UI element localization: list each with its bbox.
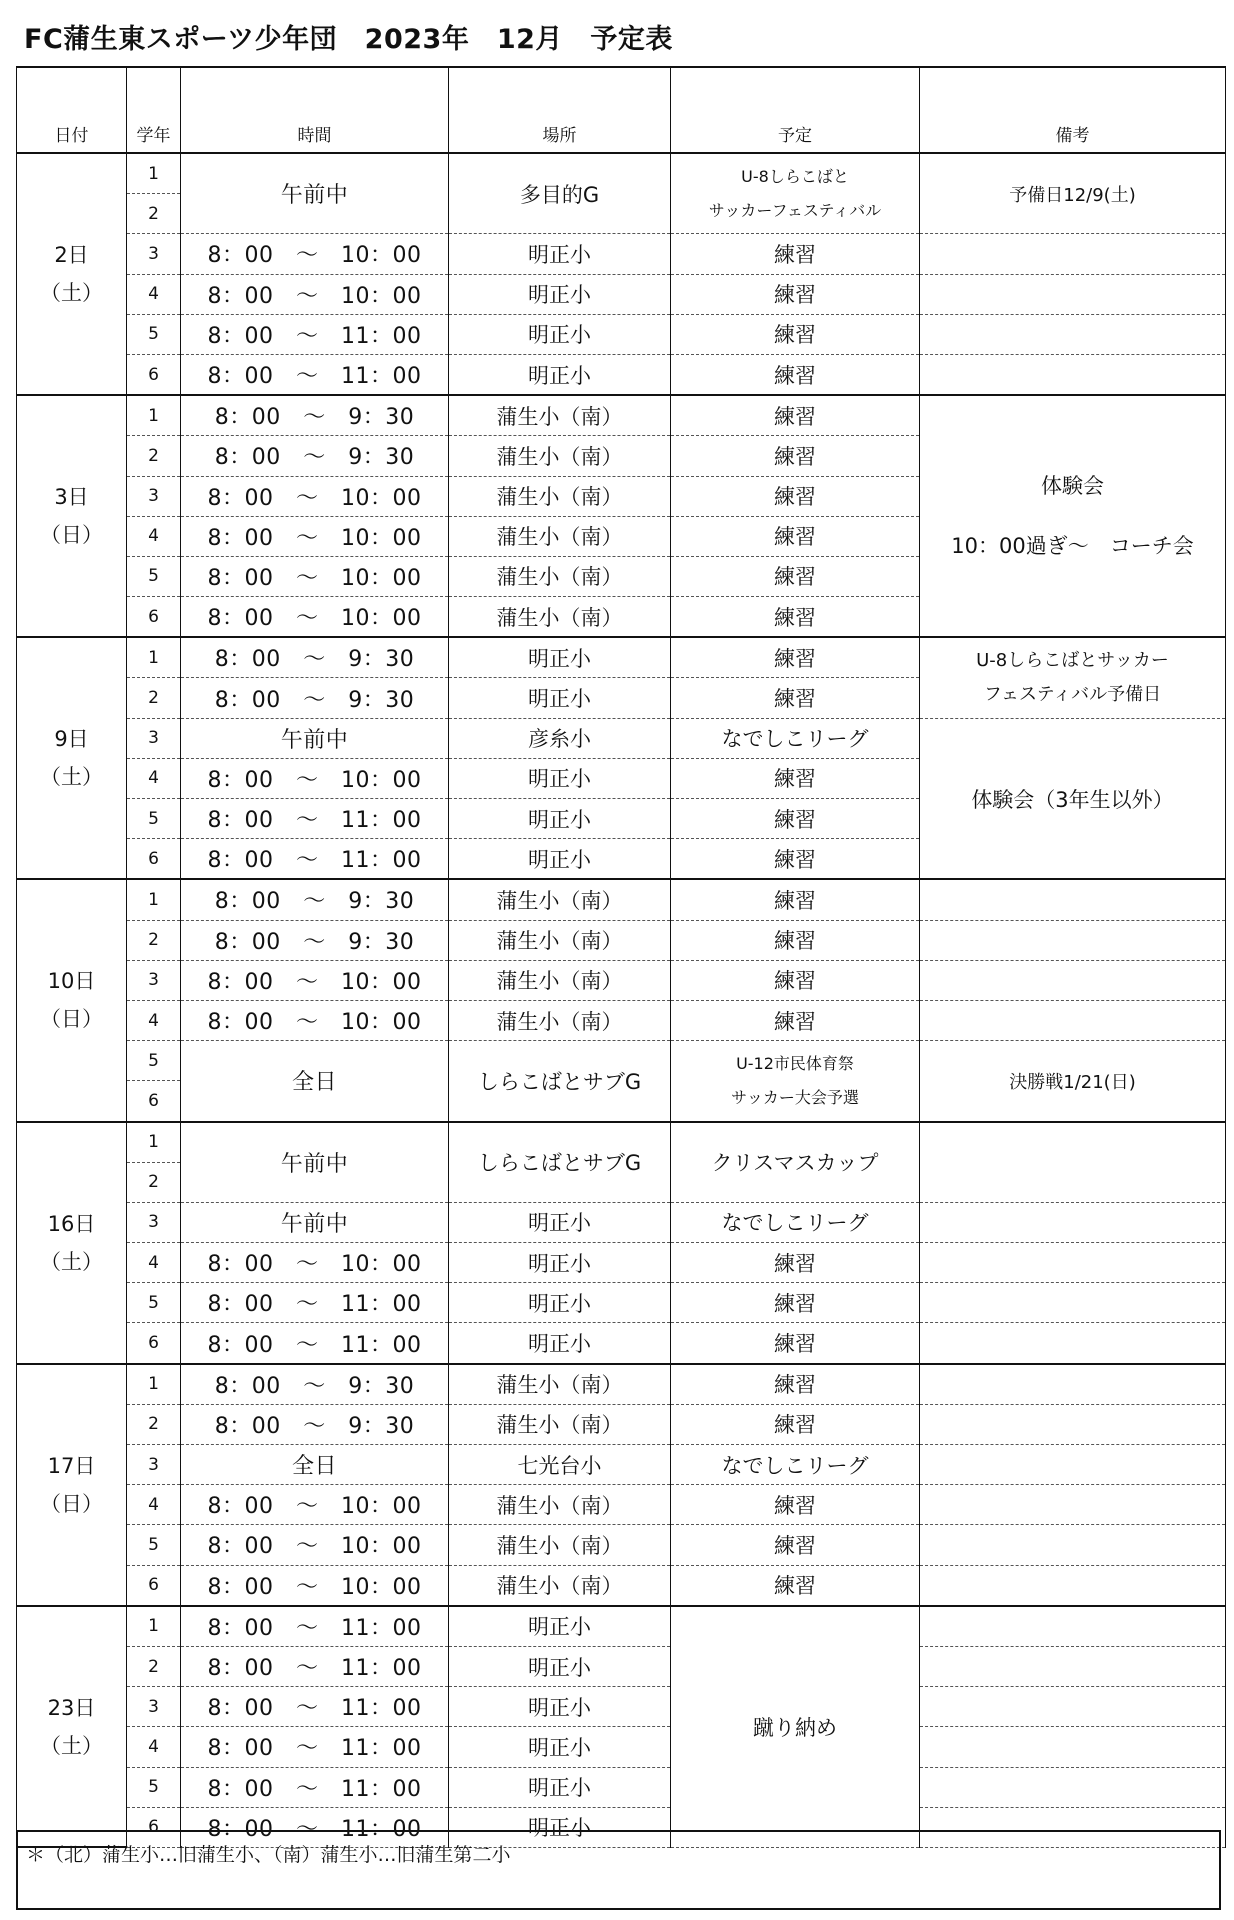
time-cell: 8：00 ～ 10：00 <box>181 476 449 516</box>
time-cell: 8：00 ～ 10：00 <box>181 758 449 798</box>
place-cell: 七光台小 <box>449 1445 671 1485</box>
event-cell: 練習 <box>671 1364 920 1405</box>
event-cell: 練習 <box>671 799 920 839</box>
time-cell: 8：00 ～ 10：00 <box>181 1000 449 1040</box>
day-date: 17日 <box>47 1453 96 1478</box>
place-cell: 明正小 <box>449 839 671 880</box>
place-cell: 多目的G <box>449 153 671 234</box>
grade-cell: 6 <box>127 1323 181 1364</box>
schedule-row <box>17 1646 1226 1686</box>
event-cell: 練習 <box>671 314 920 354</box>
note-cell <box>920 1243 1226 1283</box>
note-cell <box>920 1000 1226 1040</box>
day-date: 2日 <box>54 243 89 268</box>
place-cell: 蒲生小（南） <box>449 1525 671 1565</box>
header-event: 予定 <box>671 67 920 153</box>
grade-cell: 4 <box>127 1243 181 1283</box>
time-cell: 8：00 ～ 11：00 <box>181 1283 449 1323</box>
event-cell: クリスマスカップ <box>671 1122 920 1203</box>
time-cell: 8：00 ～ 11：00 <box>181 354 449 395</box>
place-cell: 明正小 <box>449 637 671 678</box>
place-cell: 蒲生小（南） <box>449 516 671 556</box>
time-cell: 8：00 ～ 10：00 <box>181 1565 449 1606</box>
schedule-row <box>17 920 1226 960</box>
grade-cell: 4 <box>127 1485 181 1525</box>
grade-cell: 1 <box>127 153 181 194</box>
note-cell <box>920 1122 1226 1203</box>
grade-cell: 2 <box>127 1404 181 1444</box>
event-cell: 練習 <box>671 274 920 314</box>
day-date: 16日 <box>47 1211 96 1236</box>
note-cell <box>920 234 1226 274</box>
schedule-row <box>17 314 1226 354</box>
event-cell: 練習 <box>671 476 920 516</box>
event-cell: 練習 <box>671 637 920 678</box>
place-cell: 明正小 <box>449 234 671 274</box>
place-cell: 蒲生小（南） <box>449 395 671 436</box>
place-cell: 明正小 <box>449 354 671 395</box>
grade-cell: 4 <box>127 1727 181 1767</box>
day-cell <box>17 153 127 395</box>
schedule-row <box>17 1000 1226 1040</box>
day-weekday: （日） <box>40 523 103 548</box>
time-cell: 8：00 ～ 10：00 <box>181 597 449 638</box>
place-cell: 蒲生小（南） <box>449 1364 671 1405</box>
place-cell: 蒲生小（南） <box>449 1565 671 1606</box>
place-cell: 明正小 <box>449 1243 671 1283</box>
schedule-row <box>17 1404 1226 1444</box>
event-cell: 練習 <box>671 1283 920 1323</box>
event-cell: 練習 <box>671 1243 920 1283</box>
schedule-row <box>17 1243 1226 1283</box>
note-cell <box>920 1565 1226 1606</box>
day-weekday: （土） <box>40 1733 103 1758</box>
place-cell: 明正小 <box>449 274 671 314</box>
event-cell: 練習 <box>671 1000 920 1040</box>
grade-cell: 1 <box>127 1122 181 1163</box>
event-cell: 練習 <box>671 395 920 436</box>
day-cell <box>17 879 127 1121</box>
event-cell: U-8しらこばと サッカーフェスティバル <box>671 153 920 234</box>
time-cell: 8：00 ～ 11：00 <box>181 1323 449 1364</box>
grade-cell: 6 <box>127 1807 181 1847</box>
event-cell: 練習 <box>671 960 920 1000</box>
day-weekday: （土） <box>40 765 103 790</box>
note-cell <box>920 1283 1226 1323</box>
time-cell: 8：00 ～ 10：00 <box>181 516 449 556</box>
header-row <box>17 67 1226 153</box>
day-cell <box>17 637 127 879</box>
event-cell: 練習 <box>671 879 920 920</box>
schedule-row <box>17 1041 1226 1081</box>
schedule-row <box>17 1727 1226 1767</box>
time-cell: 8：00 ～ 11：00 <box>181 799 449 839</box>
time-cell: 8：00 ～ 11：00 <box>181 1687 449 1727</box>
day-date: 23日 <box>47 1695 96 1720</box>
grade-cell: 4 <box>127 274 181 314</box>
grade-cell: 3 <box>127 960 181 1000</box>
grade-cell: 6 <box>127 1565 181 1606</box>
grade-cell: 6 <box>127 839 181 880</box>
event-cell: 練習 <box>671 920 920 960</box>
place-cell: 明正小 <box>449 1202 671 1242</box>
event-cell: 練習 <box>671 1404 920 1444</box>
grade-cell: 2 <box>127 920 181 960</box>
grade-cell: 2 <box>127 194 181 234</box>
note-cell <box>920 1646 1226 1686</box>
note-cell <box>920 1727 1226 1767</box>
grade-cell: 4 <box>127 758 181 798</box>
place-cell: 明正小 <box>449 1646 671 1686</box>
time-cell: 8：00 ～ 10：00 <box>181 556 449 596</box>
schedule-row <box>17 960 1226 1000</box>
note-cell <box>920 1606 1226 1647</box>
schedule-row <box>17 1767 1226 1807</box>
event-cell: 練習 <box>671 1485 920 1525</box>
note-cell <box>920 314 1226 354</box>
footer-note-box <box>16 1830 1221 1910</box>
event-cell: 練習 <box>671 597 920 638</box>
note-cell: 体験会（3年生以外） <box>920 718 1226 879</box>
place-cell: しらこばとサブG <box>449 1122 671 1203</box>
schedule-row <box>17 718 1226 758</box>
grade-cell: 2 <box>127 1162 181 1202</box>
grade-cell: 2 <box>127 678 181 718</box>
grade-cell: 3 <box>127 718 181 758</box>
day-weekday: （土） <box>40 281 103 306</box>
place-cell: 蒲生小（南） <box>449 1000 671 1040</box>
place-cell: 蒲生小（南） <box>449 879 671 920</box>
day-weekday: （日） <box>40 1491 103 1516</box>
time-cell: 8：00 ～ 9：30 <box>181 920 449 960</box>
place-cell: 明正小 <box>449 1807 671 1847</box>
event-cell: 練習 <box>671 1323 920 1364</box>
place-cell: 明正小 <box>449 1606 671 1647</box>
place-cell: 明正小 <box>449 1323 671 1364</box>
note-cell <box>920 1485 1226 1525</box>
time-cell: 8：00 ～ 11：00 <box>181 1727 449 1767</box>
event-cell: なでしこリーグ <box>671 718 920 758</box>
event-cell: 練習 <box>671 839 920 880</box>
schedule-row <box>17 1122 1226 1163</box>
place-cell: 蒲生小（南） <box>449 436 671 476</box>
place-cell: 蒲生小（南） <box>449 960 671 1000</box>
grade-cell: 3 <box>127 234 181 274</box>
time-cell: 全日 <box>181 1445 449 1485</box>
schedule-row <box>17 1485 1226 1525</box>
grade-cell: 3 <box>127 1445 181 1485</box>
day-weekday: （日） <box>40 1007 103 1032</box>
note-cell: 予備日12/9(土) <box>920 153 1226 234</box>
time-cell: 8：00 ～ 10：00 <box>181 274 449 314</box>
day-weekday: （土） <box>40 1249 103 1274</box>
day-cell <box>17 1122 127 1364</box>
schedule-row <box>17 879 1226 920</box>
time-cell: 午前中 <box>181 718 449 758</box>
header-time: 時間 <box>181 67 449 153</box>
place-cell: 明正小 <box>449 758 671 798</box>
grade-cell: 2 <box>127 436 181 476</box>
time-cell: 8：00 ～ 9：30 <box>181 678 449 718</box>
time-cell: 8：00 ～ 9：30 <box>181 436 449 476</box>
schedule-row <box>17 1323 1226 1364</box>
note-cell <box>920 879 1226 920</box>
place-cell: 蒲生小（南） <box>449 476 671 516</box>
event-cell: 練習 <box>671 758 920 798</box>
place-cell: しらこばとサブG <box>449 1041 671 1122</box>
event-cell: 練習 <box>671 354 920 395</box>
time-cell: 8：00 ～ 11：00 <box>181 1606 449 1647</box>
grade-cell: 3 <box>127 1202 181 1242</box>
time-cell: 8：00 ～ 10：00 <box>181 1525 449 1565</box>
schedule-table <box>16 66 1226 1848</box>
note-cell <box>920 1202 1226 1242</box>
grade-cell: 6 <box>127 354 181 395</box>
time-cell: 8：00 ～ 9：30 <box>181 879 449 920</box>
time-cell: 8：00 ～ 11：00 <box>181 839 449 880</box>
grade-cell: 1 <box>127 395 181 436</box>
grade-cell: 2 <box>127 1646 181 1686</box>
schedule-row <box>17 637 1226 678</box>
note-cell <box>920 1687 1226 1727</box>
note-cell <box>920 1767 1226 1807</box>
note-cell: 決勝戦1/21(日) <box>920 1041 1226 1122</box>
note-cell <box>920 1364 1226 1405</box>
grade-cell: 6 <box>127 597 181 638</box>
place-cell: 明正小 <box>449 678 671 718</box>
event-cell: 練習 <box>671 556 920 596</box>
place-cell: 蒲生小（南） <box>449 597 671 638</box>
event-cell: 練習 <box>671 678 920 718</box>
schedule-body <box>17 67 1226 1847</box>
day-date: 3日 <box>54 485 89 510</box>
time-cell: 8：00 ～ 11：00 <box>181 1646 449 1686</box>
time-cell: 8：00 ～ 10：00 <box>181 234 449 274</box>
time-cell: 午前中 <box>181 1202 449 1242</box>
time-cell: 8：00 ～ 11：00 <box>181 1767 449 1807</box>
note-cell <box>920 1404 1226 1444</box>
schedule-row <box>17 1202 1226 1242</box>
schedule-row <box>17 1606 1226 1647</box>
place-cell: 蒲生小（南） <box>449 556 671 596</box>
time-cell: 8：00 ～ 9：30 <box>181 1364 449 1405</box>
page-title: FC蒲生東スポーツ少年団 2023年 12月 予定表 <box>24 24 673 55</box>
day-cell <box>17 1606 127 1848</box>
schedule-row <box>17 1687 1226 1727</box>
event-cell: 蹴り納め <box>671 1606 920 1848</box>
time-cell: 午前中 <box>181 1122 449 1203</box>
grade-cell: 1 <box>127 1364 181 1405</box>
note-cell <box>920 1323 1226 1364</box>
grade-cell: 1 <box>127 879 181 920</box>
schedule-row <box>17 1283 1226 1323</box>
grade-cell: 4 <box>127 1000 181 1040</box>
time-cell: 全日 <box>181 1041 449 1122</box>
time-cell: 8：00 ～ 11：00 <box>181 314 449 354</box>
day-date: 10日 <box>47 969 96 994</box>
event-cell: 練習 <box>671 1565 920 1606</box>
schedule-row <box>17 1445 1226 1485</box>
schedule-row <box>17 1364 1226 1405</box>
event-cell: 練習 <box>671 516 920 556</box>
time-cell: 8：00 ～ 10：00 <box>181 1243 449 1283</box>
time-cell: 8：00 ～ 9：30 <box>181 637 449 678</box>
grade-cell: 5 <box>127 314 181 354</box>
time-cell: 8：00 ～ 9：30 <box>181 395 449 436</box>
event-cell: U-12市民体育祭 サッカー大会予選 <box>671 1041 920 1122</box>
grade-cell: 6 <box>127 1081 181 1122</box>
time-cell: 8：00 ～ 10：00 <box>181 1485 449 1525</box>
place-cell: 蒲生小（南） <box>449 1485 671 1525</box>
header-place: 場所 <box>449 67 671 153</box>
note-cell <box>920 920 1226 960</box>
grade-cell: 5 <box>127 1525 181 1565</box>
event-cell: 練習 <box>671 234 920 274</box>
time-cell: 8：00 ～ 10：00 <box>181 960 449 1000</box>
day-date: 9日 <box>54 727 89 752</box>
grade-cell: 5 <box>127 1041 181 1081</box>
grade-cell: 4 <box>127 516 181 556</box>
note-cell <box>920 960 1226 1000</box>
event-cell: なでしこリーグ <box>671 1202 920 1242</box>
grade-cell: 5 <box>127 1283 181 1323</box>
day-cell <box>17 395 127 637</box>
footer-note: ＊（北）蒲生小…旧蒲生小、（南）蒲生小…旧蒲生第二小 <box>26 1844 511 1866</box>
place-cell: 明正小 <box>449 1727 671 1767</box>
grade-cell: 5 <box>127 1767 181 1807</box>
schedule-row <box>17 354 1226 395</box>
note-cell <box>920 1525 1226 1565</box>
schedule-row <box>17 395 1226 436</box>
grade-cell: 5 <box>127 799 181 839</box>
schedule-row <box>17 1525 1226 1565</box>
note-cell <box>920 274 1226 314</box>
day-cell <box>17 1364 127 1606</box>
grade-cell: 3 <box>127 1687 181 1727</box>
time-cell: 午前中 <box>181 153 449 234</box>
grade-cell: 3 <box>127 476 181 516</box>
event-cell: なでしこリーグ <box>671 1445 920 1485</box>
header-grade: 学年 <box>127 67 181 153</box>
place-cell: 彦糸小 <box>449 718 671 758</box>
grade-cell: 5 <box>127 556 181 596</box>
schedule-row <box>17 274 1226 314</box>
place-cell: 蒲生小（南） <box>449 920 671 960</box>
note-cell <box>920 354 1226 395</box>
place-cell: 明正小 <box>449 799 671 839</box>
schedule-row <box>17 153 1226 194</box>
event-cell: 練習 <box>671 1525 920 1565</box>
time-cell: 8：00 ～ 9：30 <box>181 1404 449 1444</box>
place-cell: 明正小 <box>449 1767 671 1807</box>
place-cell: 明正小 <box>449 314 671 354</box>
place-cell: 明正小 <box>449 1687 671 1727</box>
event-cell: 練習 <box>671 436 920 476</box>
grade-cell: 1 <box>127 637 181 678</box>
header-note: 備考 <box>920 67 1226 153</box>
note-cell: 体験会 10：00過ぎ～ コーチ会 <box>920 395 1226 637</box>
schedule-row <box>17 234 1226 274</box>
schedule-row <box>17 1565 1226 1606</box>
note-cell: U-8しらこばとサッカー フェスティバル予備日 <box>920 637 1226 718</box>
place-cell: 蒲生小（南） <box>449 1404 671 1444</box>
note-cell <box>920 1445 1226 1485</box>
time-cell: 8：00 ～ 11：00 <box>181 1807 449 1847</box>
grade-cell: 1 <box>127 1606 181 1647</box>
place-cell: 明正小 <box>449 1283 671 1323</box>
header-date: 日付 <box>17 67 127 153</box>
